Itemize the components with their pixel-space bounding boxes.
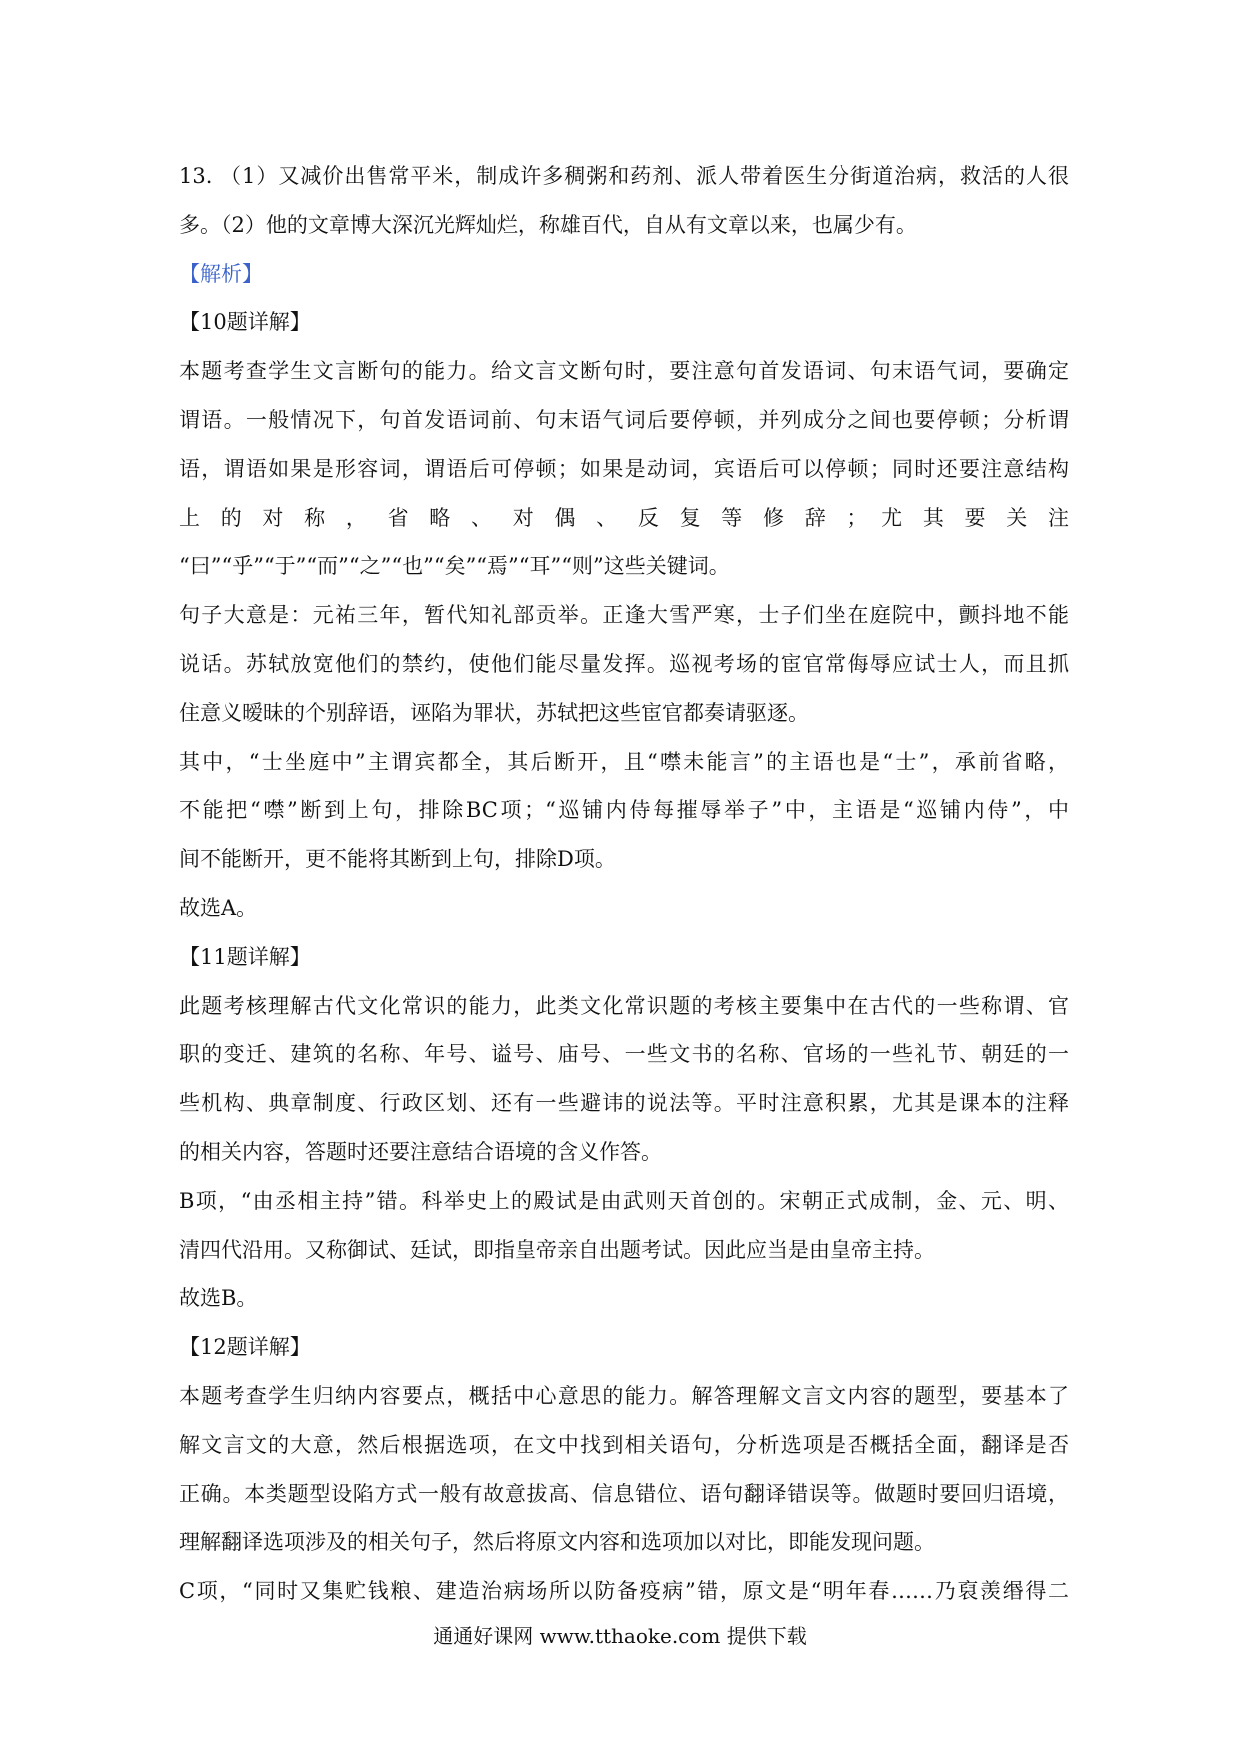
page-footer: 通通好课网 www.tthaoke.com 提供下载 [433,1624,807,1648]
q11-paragraph-line-1: 此题考核理解古代文化常识的能力，此类文化常识题的考核主要集中在古代的一些称谓、官 [179,993,1069,1018]
q10-analysis-line-1: 其中，“士坐庭中”主谓宾都全，其后断开，且“噤未能言”的主语也是“士”，承前省略， [179,749,1069,774]
analysis-heading: 【解析】 [179,261,263,286]
answer-13-line-1: 13. （1）又减价出售常平米，制成许多稠粥和药剂、派人带着医生分街道治病，救活的人很 [179,164,1069,188]
q11-paragraph-line-2: 职的变迁、建筑的名称、年号、谥号、庙号、一些文书的名称、官场的一些礼节、朝廷的一 [179,1042,1069,1067]
q10-analysis-line-2: 不能把“噤”断到上句，排除BC项；“巡铺内侍每摧辱举子”中，主语是“巡铺内侍”，中 [179,798,1069,823]
q12-heading: 【12题详解】 [179,1335,311,1360]
q12-paragraph-line-3: 正确。本类题型设陷方式一般有故意拔高、信息错位、语句翻译错误等。做题时要回归语境， [179,1481,1069,1506]
q10-paragraph-line-1: 本题考查学生文言断句的能力。给文言文断句时，要注意句首发语词、句末语气词，要确定 [179,359,1069,384]
q10-paragraph-line-3: 语，谓语如果是形容词，谓语后可停顿；如果是动词，宾语后可以停顿；同时还要注意结构 [179,456,1069,481]
q10-meaning-line-2: 说话。苏轼放宽他们的禁约，使他们能尽量发挥。巡视考场的宦官常侮辱应试士人，而且抓 [179,651,1069,676]
q12-paragraph-line-4: 理解翻译选项涉及的相关句子，然后将原文内容和选项加以对比，即能发现问题。 [179,1530,935,1555]
q10-paragraph-line-5: “曰”“乎”“于”“而”“之”“也”“矣”“焉”“耳”“则”这些关键词。 [179,554,730,579]
q12-option-c-line-1: C项，“同时又集贮钱粮、建造治病场所以防备疫病”错，原文是“明年春……乃裒羡缗得二 [179,1579,1069,1604]
answer-13-line-2: 多。（2）他的文章博大深沉光辉灿烂，称雄百代，自从有文章以来，也属少有。 [179,212,917,237]
q10-answer: 故选A。 [179,895,258,920]
q10-paragraph-line-4: 上 的 对 称 ， 省 略 、 对 偶 、 反 复 等 修 辞 ； 尤 其 要 关 注 [179,505,1069,530]
q11-answer: 故选B。 [179,1286,258,1311]
q12-paragraph-line-1: 本题考查学生归纳内容要点，概括中心意思的能力。解答理解文言文内容的题型，要基本了 [179,1383,1069,1408]
q11-heading: 【11题详解】 [179,944,311,969]
q10-heading: 【10题详解】 [179,310,311,335]
q10-meaning-line-1: 句子大意是：元祐三年，暂代知礼部贡举。正逢大雪严寒，士子们坐在庭院中，颤抖地不能 [179,603,1069,628]
q11-option-b-line-1: B项，“由丞相主持”错。科举史上的殿试是由武则天首创的。宋朝正式成制，金、元、明、 [179,1188,1069,1213]
q10-analysis-line-3: 间不能断开，更不能将其断到上句，排除D项。 [179,847,616,872]
q11-paragraph-line-4: 的相关内容，答题时还要注意结合语境的含义作答。 [179,1139,662,1164]
q11-option-b-line-2: 清四代沿用。又称御试、廷试，即指皇帝亲自出题考试。因此应当是由皇帝主持。 [179,1237,935,1262]
q12-paragraph-line-2: 解文言文的大意，然后根据选项，在文中找到相关语句，分析选项是否概括全面，翻译是否 [179,1432,1069,1457]
q10-meaning-line-3: 住意义暧昧的个别辞语，诬陷为罪状，苏轼把这些宦官都奏请驱逐。 [179,700,809,725]
document-body [179,152,1069,1616]
q10-paragraph-line-2: 谓语。一般情况下，句首发语词前、句末语气词后要停顿，并列成分之间也要停顿；分析谓 [179,407,1069,432]
q11-paragraph-line-3: 些机构、典章制度、行政区划、还有一些避讳的说法等。平时注意积累，尤其是课本的注释 [179,1091,1069,1116]
